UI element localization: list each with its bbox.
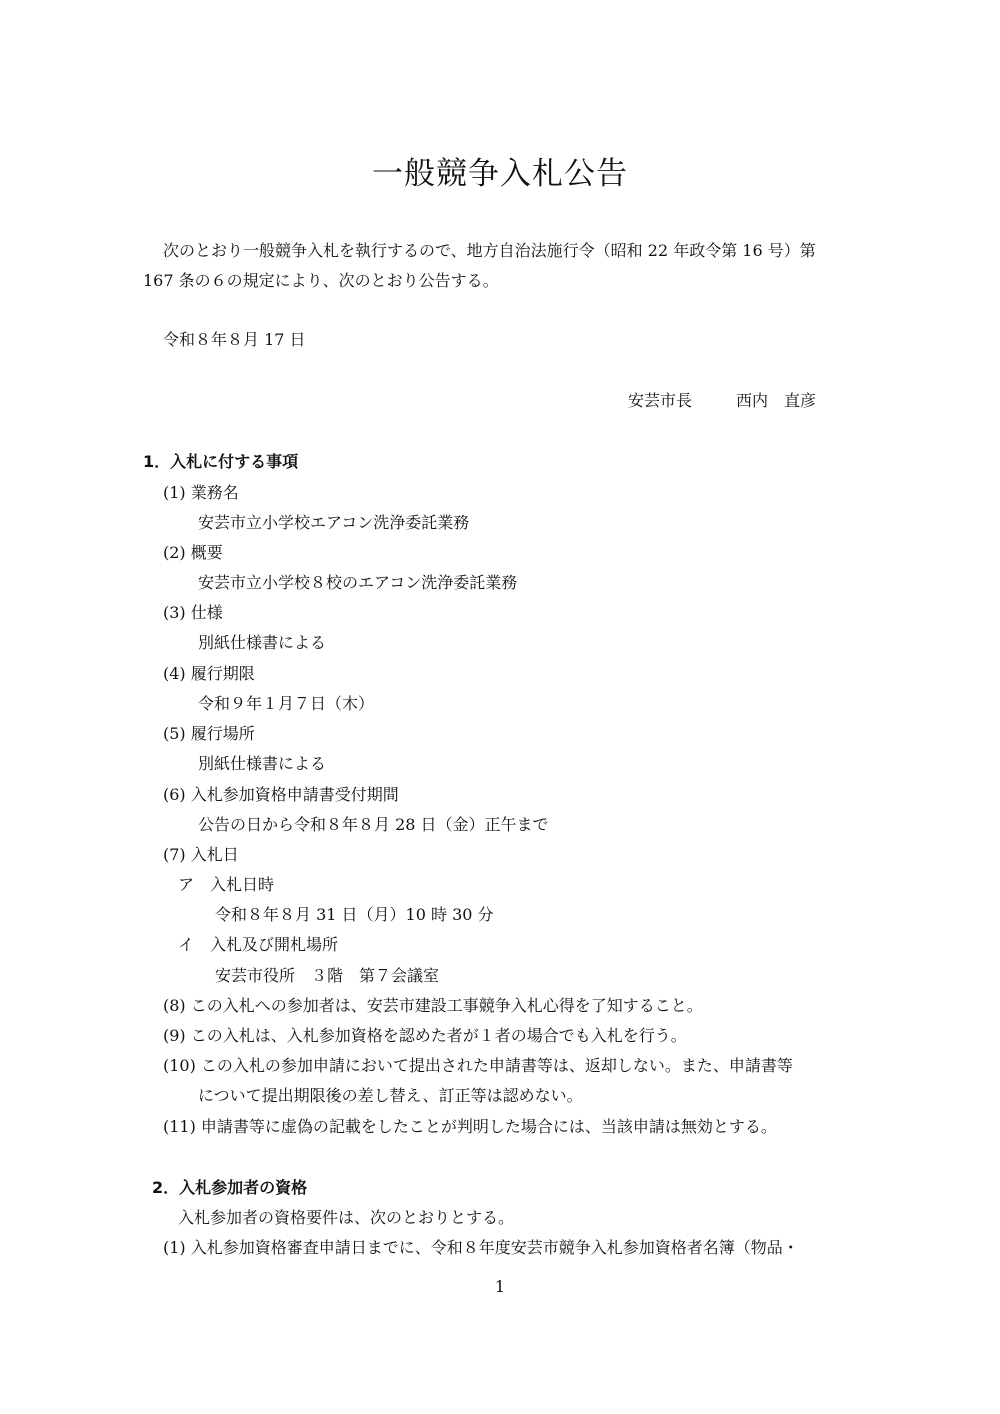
section-2-item-1: (1) 入札参加資格審査申請日までに、令和８年度安芸市競争入札参加資格者名簿（物品・ (163, 1238, 799, 1257)
item-8: (8) この入札への参加者は、安芸市建設工事競争入札心得を了知すること。 (163, 996, 703, 1015)
item-2-label: (2) 概要 (163, 543, 223, 562)
section-2-intro: 入札参加者の資格要件は、次のとおりとする。 (178, 1208, 515, 1227)
document-title: 一般競争入札公告 (372, 156, 628, 192)
issuer-name: 西内 直彦 (736, 391, 817, 410)
item-11: (11) 申請書等に虚偽の記載をしたことが判明した場合には、当該申請は無効とする。 (163, 1117, 777, 1136)
item-4-label: (4) 履行期限 (163, 664, 255, 683)
intro-line-2: 167 条の６の規定により、次のとおり公告する。 (143, 271, 499, 290)
intro-line-1: 次のとおり一般競争入札を執行するので、地方自治法施行令（昭和 22 年政令第 16 号）第 (163, 241, 816, 260)
page-number: 1 (494, 1277, 506, 1296)
item-7-sub-a-value: 令和８年８月 31 日（月）10 時 30 分 (215, 905, 494, 924)
item-1-value: 安芸市立小学校エアコン洗浄委託業務 (198, 513, 470, 532)
item-9: (9) この入札は、入札参加資格を認めた者が１者の場合でも入札を行う。 (163, 1026, 687, 1045)
item-7-label: (7) 入札日 (163, 845, 239, 864)
item-10-line-2: について提出期限後の差し替え、訂正等は認めない。 (198, 1086, 583, 1105)
item-3-label: (3) 仕様 (163, 603, 223, 622)
issuer-title: 安芸市長 (628, 391, 693, 410)
item-10-line-1: (10) この入札の参加申請において提出された申請書等は、返却しない。また、申請書等 (163, 1056, 793, 1075)
item-6-label: (6) 入札参加資格申請書受付期間 (163, 785, 399, 804)
item-7-sub-i-value: 安芸市役所 ３階 第７会議室 (215, 966, 440, 985)
item-5-value: 別紙仕様書による (198, 754, 327, 773)
section-2-heading: 2．入札参加者の資格 (152, 1178, 308, 1197)
item-2-value: 安芸市立小学校８校のエアコン洗浄委託業務 (198, 573, 518, 592)
item-7-sub-i-label: イ 入札及び開札場所 (178, 935, 339, 954)
section-1-heading: 1．入札に付する事項 (143, 452, 299, 471)
notice-date: 令和８年８月 17 日 (163, 330, 306, 349)
item-7-sub-a-label: ア 入札日時 (178, 875, 275, 894)
item-6-value: 公告の日から令和８年８月 28 日（金）正午まで (198, 815, 549, 834)
item-1-label: (1) 業務名 (163, 483, 239, 502)
item-3-value: 別紙仕様書による (198, 633, 327, 652)
item-4-value: 令和９年１月７日（木） (198, 694, 375, 713)
item-5-label: (5) 履行場所 (163, 724, 255, 743)
